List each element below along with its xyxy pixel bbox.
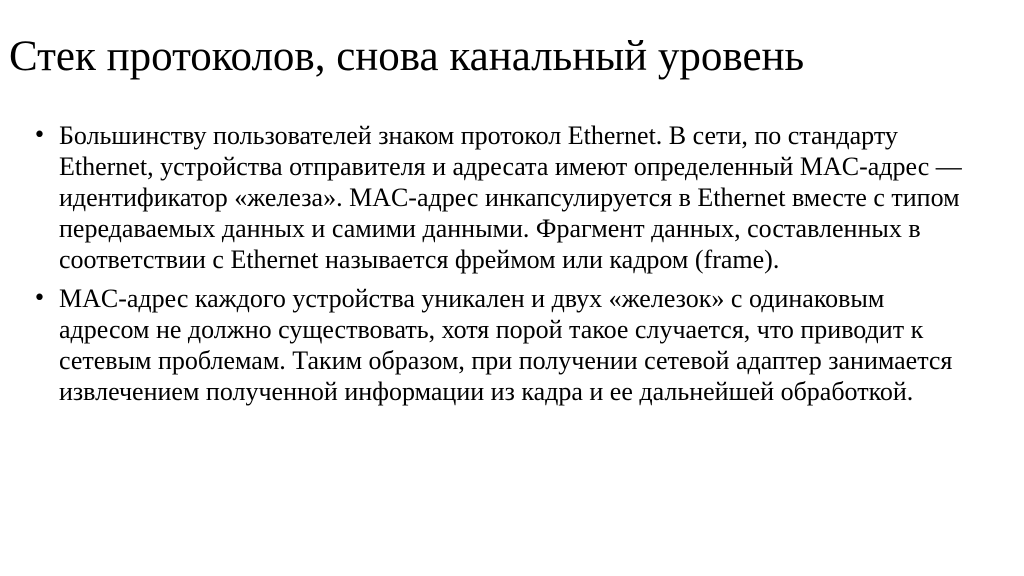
bullet-list [33,120,963,415]
bullet-text: MAC-адрес каждого устройства уникален и двух «железок» с одинаковым адресом не должно существовать, хотя порой такое случается, что приводит к сетевым проблемам. Таким образом, при получении сетевой адаптер занимается извлечением полученной информации из кадра и ее дальнейшей обработкой. [59,284,953,406]
slide-title: Стек протоколов, снова канальный уровень [9,33,805,80]
bullet-item [33,120,963,275]
bullet-point-icon: • [33,286,46,311]
bullet-item [33,283,963,407]
bullet-point-icon: • [33,123,46,148]
bullet-text: Большинству пользователей знаком протокол Ethernet. В сети, по стандарту Ethernet, устройства отправителя и адресата имеют определенный MAC-адрес — идентификатор «железа». MAC-адрес инкапсулируется в Ethernet вместе с типом передаваемых данных и самими данными. Фрагмент данных, составленных в соответствии с Ethernet называется фреймом или кадром (frame). [59,121,962,274]
